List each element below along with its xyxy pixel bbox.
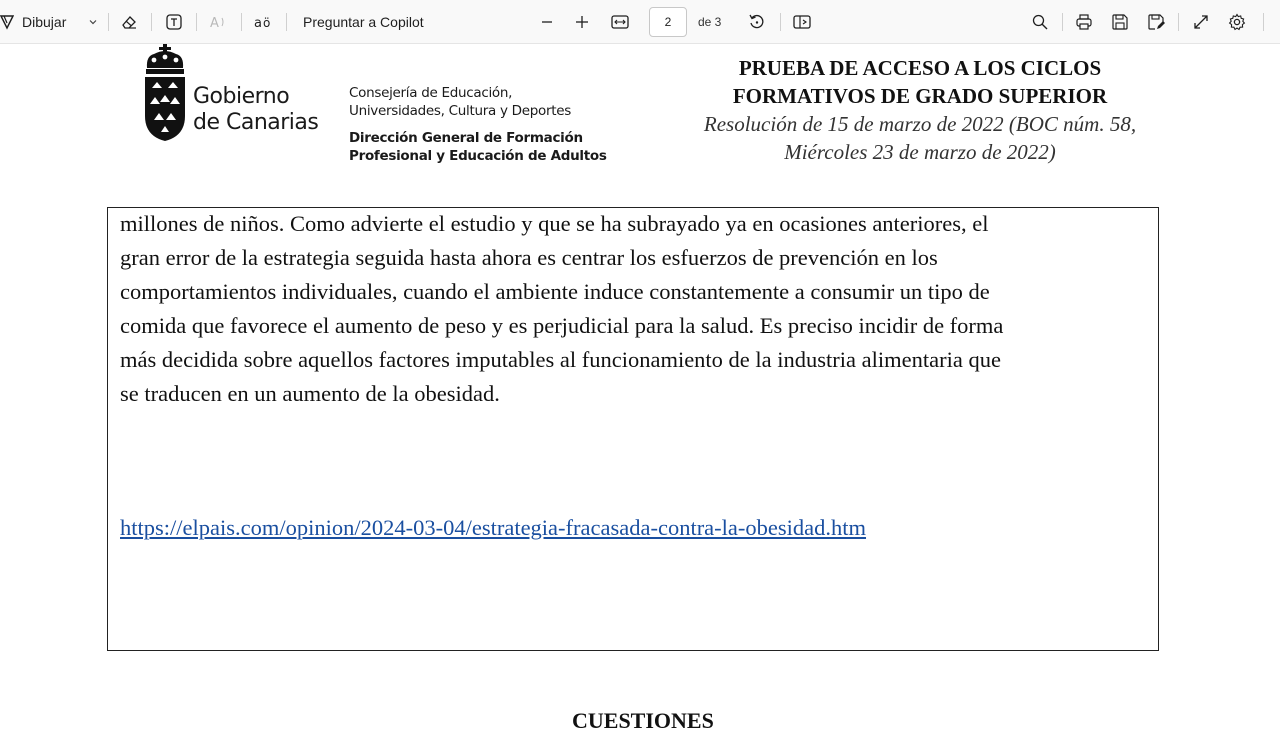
save-as-button[interactable] [1146,0,1166,44]
fit-width-icon [611,14,629,30]
text-line: comida que favorece el aumento de peso y es perjudicial para la salud. Es preciso incidir de forma [120,313,1004,338]
eraser-icon [120,13,138,31]
exam-title-block [660,54,1180,166]
reading-text [120,207,1150,411]
eraser-button[interactable] [118,0,140,44]
text-line: comportamientos individuales, cuando el ambiente induce constantemente a consumir un tipo de [120,279,990,304]
toolbar-divider [151,13,152,31]
zoom-out-button[interactable] [538,0,556,44]
department-line1: Consejería de Educación, [349,85,513,101]
ask-copilot-button[interactable]: Preguntar a Copilot [303,14,424,30]
page-view-icon [793,14,811,30]
svg-text:A: A [210,16,219,30]
toolbar-divider [1263,13,1264,31]
resolution-line2: Miércoles 23 de marzo de 2022) [784,140,1056,164]
search-icon [1032,14,1048,30]
toolbar-divider [780,13,781,31]
exam-title-line2: FORMATIVOS DE GRADO SUPERIOR [732,84,1108,108]
fit-width-button[interactable] [609,0,631,44]
text-line: millones de niños. Como advierte el estudio y que se ha subrayado ya en ocasiones anteriores, el [120,211,989,236]
rotate-icon [748,13,766,31]
save-as-icon [1147,13,1165,31]
department-line4: Profesional y Educación de Adultos [349,148,607,164]
svg-text:ö: ö [263,16,271,30]
government-name-line2: de Canarias [193,110,319,135]
draw-label: Dibujar [22,14,67,30]
questions-heading: CUESTIONES [572,708,714,733]
department-line3: Dirección General de Formación [349,130,583,146]
draw-button[interactable] [0,0,108,44]
settings-icon [1228,13,1246,31]
toolbar-divider [286,13,287,31]
svg-text:a: a [254,16,262,30]
source-link[interactable]: https://elpais.com/opinion/2024-03-04/estrategia-fracasada-contra-la-obesidad.htm [120,515,867,540]
toolbar-divider [196,13,197,31]
zoom-in-icon [575,15,589,29]
translate-button[interactable] [253,0,275,44]
department-block [349,84,607,165]
fullscreen-button[interactable] [1191,0,1211,44]
text-line: más decidida sobre aquellos factores imputables al funcionamiento de la industria alimentaria que [120,347,1001,372]
read-aloud-icon [209,14,229,30]
draw-icon [0,14,14,30]
print-button[interactable] [1074,0,1094,44]
page-view-button[interactable] [791,0,813,44]
chevron-down-icon[interactable] [88,17,98,27]
text-line: gran error de la estrategia seguida hasta ahora es centrar los esfuerzos de prevención en los [120,245,938,270]
read-aloud-button[interactable] [208,0,230,44]
zoom-in-button[interactable] [573,0,591,44]
text-box-button[interactable] [164,0,184,44]
resolution-line1: Resolución de 15 de marzo de 2022 (BOC núm. 58, [703,112,1137,136]
coat-of-arms-logo [142,44,188,142]
exam-title-line1: PRUEBA DE ACCESO A LOS CICLOS [738,56,1102,80]
government-name-line1: Gobierno [193,84,290,109]
text-box-icon [165,13,183,31]
toolbar-divider [1178,13,1179,31]
save-button[interactable] [1110,0,1130,44]
print-icon [1075,13,1093,31]
save-icon [1111,13,1129,31]
toolbar-divider [241,13,242,31]
toolbar-divider [1062,13,1063,31]
page-number-input[interactable]: 2 [649,7,687,37]
department-line2: Universidades, Cultura y Deportes [349,103,571,119]
text-line: se traducen en un aumento de la obesidad. [120,381,500,406]
fullscreen-icon [1193,14,1209,30]
page-total: de 3 [698,15,722,29]
zoom-out-icon [540,15,554,29]
toolbar-divider [108,13,109,31]
government-name [193,84,318,136]
search-button[interactable] [1030,0,1050,44]
pdf-toolbar [0,0,1280,44]
translate-icon [254,14,274,30]
settings-button[interactable] [1227,0,1247,44]
rotate-button[interactable] [746,0,768,44]
